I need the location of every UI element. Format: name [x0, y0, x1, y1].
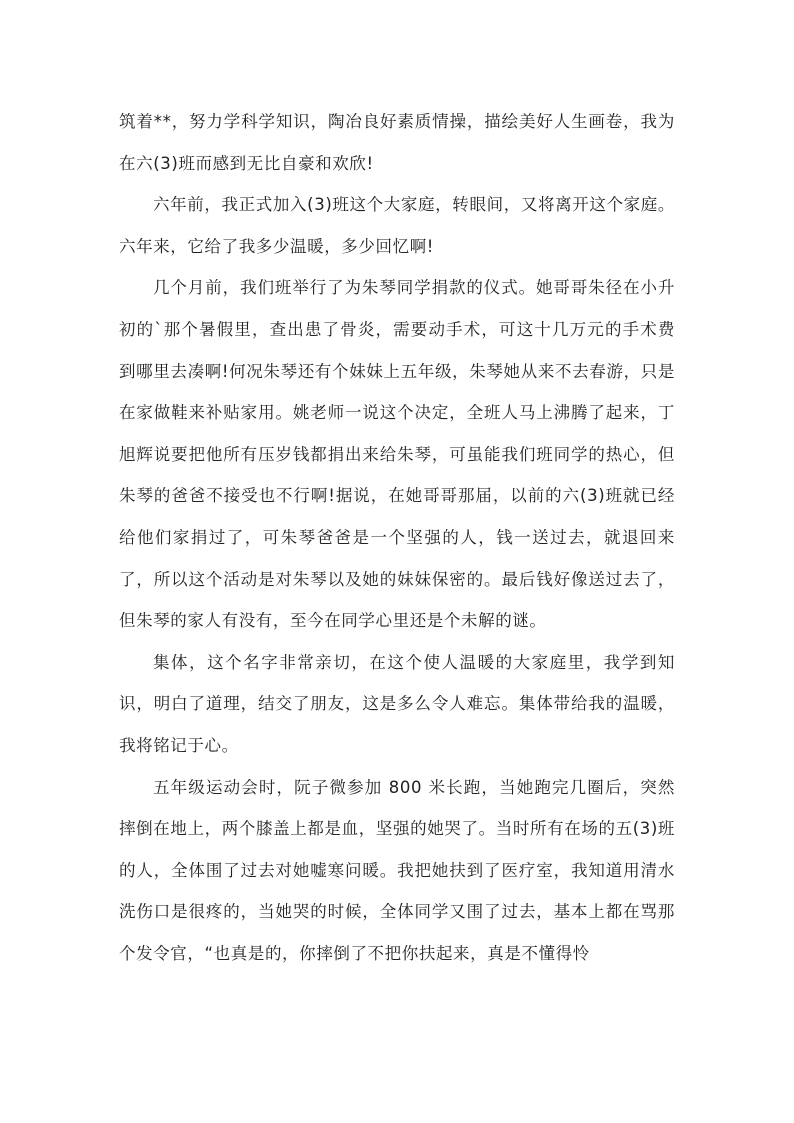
- paragraph-collective-warmth: 集体，这个名字非常亲切，在这个使人温暖的大家庭里，我学到知识，明白了道理，结交了朋友，这是多么令人难忘。集体带给我的温暖，我将铭记于心。: [119, 652, 675, 755]
- paragraph-joining-class: 六年前，我正式加入(3)班这个大家庭，转眼间，又将离开这个家庭。六年来，它给了我多少温暖，多少回忆啊!: [119, 195, 675, 256]
- paragraph-continuation: 筑着**，努力学科学知识，陶冶良好素质情操，描绘美好人生画卷，我为在六(3)班而感到无比自豪和欢欣!: [119, 112, 675, 173]
- paragraph-donation-story: 几个月前，我们班举行了为朱琴同学捐款的仪式。她哥哥朱径在小升初的`那个暑假里，查出患了骨炎，需要动手术，可这十几万元的手术费到哪里去凑啊!何况朱琴还有个妹妹上五年级，朱琴她从来不去春游，只是在家做鞋来补贴家用。姚老师一说这个决定，全班人马上沸腾了起来，丁旭辉说要把他所有压岁钱都捐出来给朱琴，可虽能我们班同学的热心，但朱琴的爸爸不接受也不行啊!据说，在她哥哥那届，以前的六(3)班就已经给他们家捐过了，可朱琴爸爸是一个坚强的人，钱一送过去，就退回来了，所以这个活动是对朱琴以及她的妹妹保密的。最后钱好像送过去了，但朱琴的家人有没有，至今在同学心里还是个未解的谜。: [119, 278, 675, 631]
- paragraph-sports-meet: 五年级运动会时，阮子微参加 800 米长跑，当她跑完几圈后，突然摔倒在地上，两个膝盖上都是血，坚强的她哭了。当时所有在场的五(3)班的人，全体围了过去对她嘘寒问暖。我把她扶到了医疗室，我知道用清水洗伤口是很疼的，当她哭的时候，全体同学又围了过去，基本上都在骂那个发令官，“也真是的，你摔倒了不把你扶起来，真是不懂得怜: [119, 777, 675, 963]
- document-body: [119, 101, 675, 974]
